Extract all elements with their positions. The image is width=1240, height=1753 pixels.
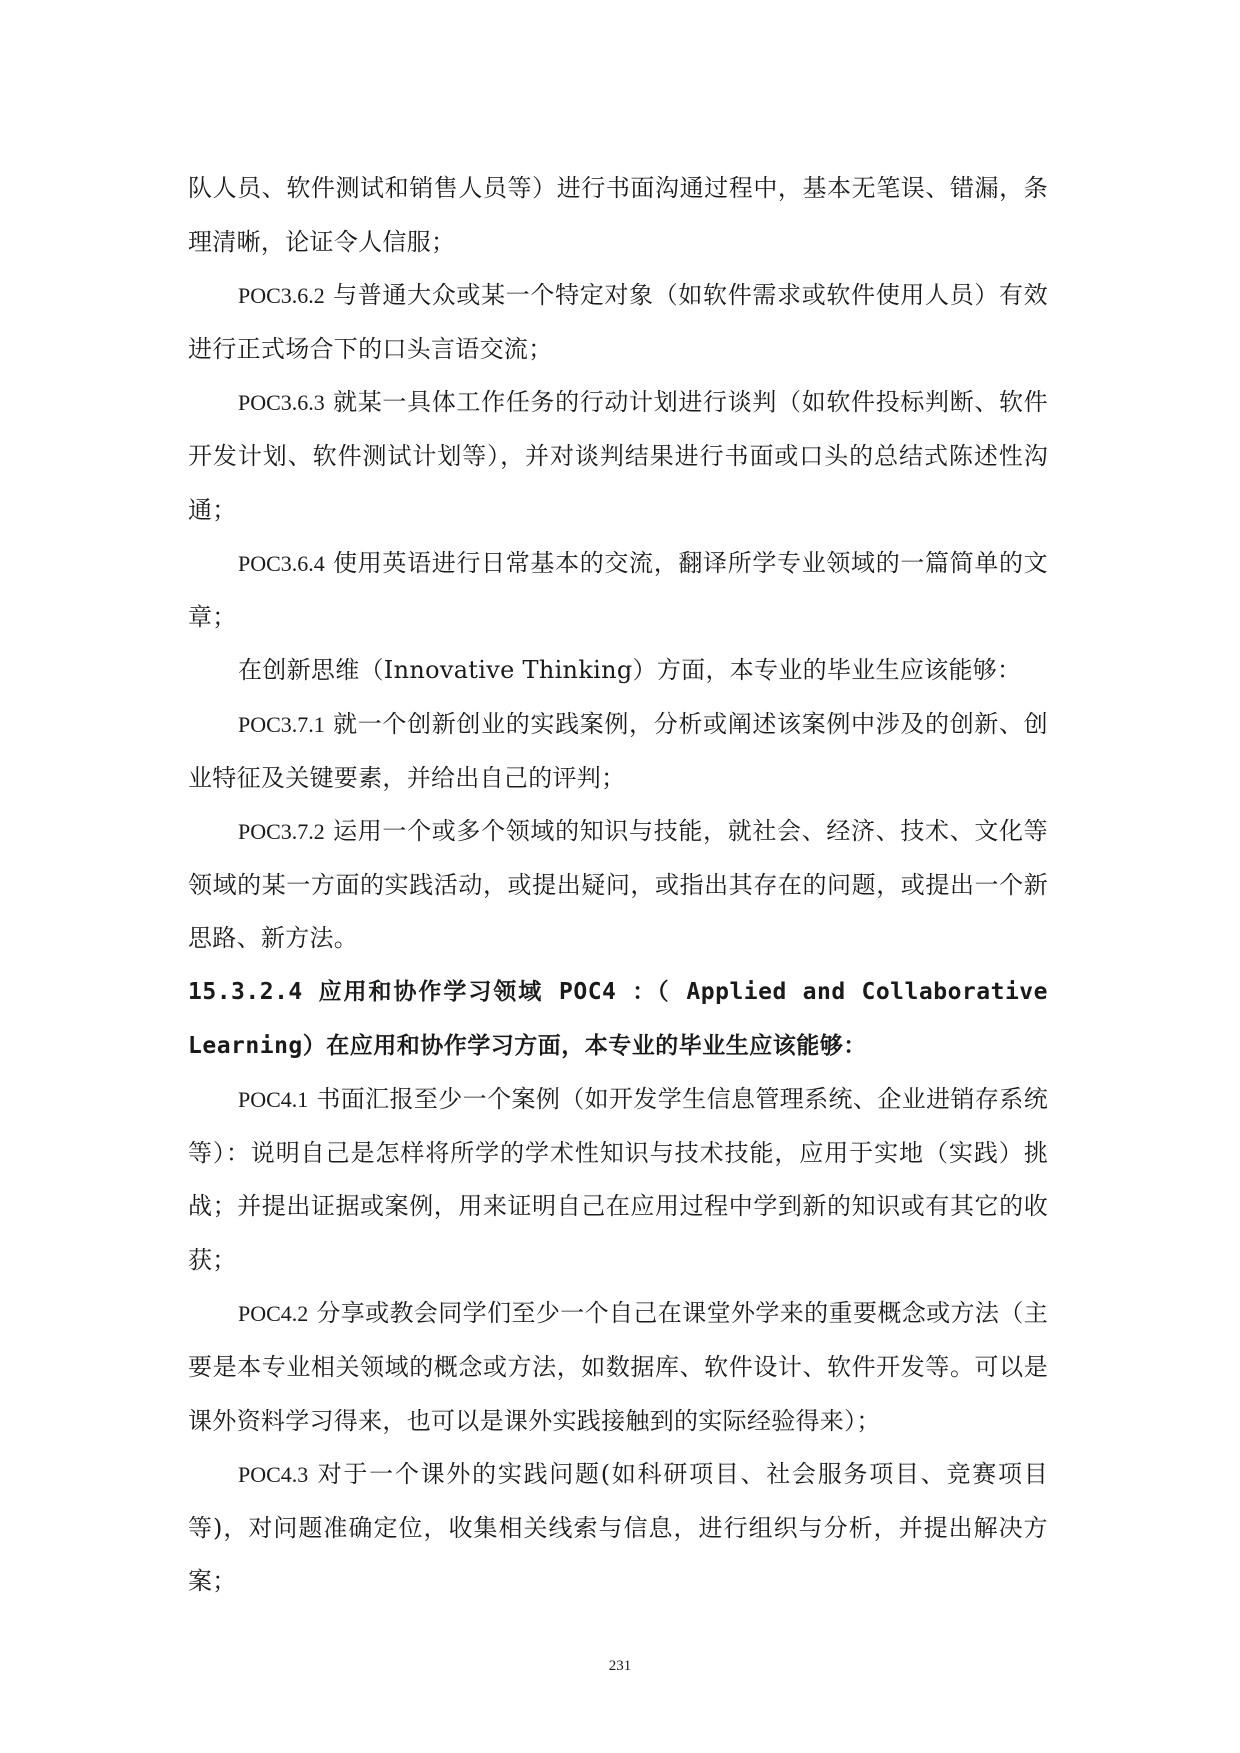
paragraph-poc3-6-3: POC3.6.3 就某一具体工作任务的行动计划进行谈判（如软件投标判断、软件开发计划、软件测试计划等），并对谈判结果进行书面或口头的总结式陈述性沟通；: [188, 388, 1048, 524]
poc-code: POC3.7.2: [238, 819, 325, 845]
section-heading-15-3-2-4: 15.3.2.4 应用和协作学习领域 POC4 ：（ Applied and Collaborative Learning）在应用和协作学习方面，本专业的毕业生应该能够：: [188, 978, 1048, 1059]
paragraph-poc4-1: POC4.1 书面汇报至少一个案例（如开发学生信息管理系统、企业进销存系统等）：说明自己是怎样将所学的学术性知识与技术技能，应用于实地（实践）挑战；并提出证据或案例，用来证明自己在应用过程中学到新的知识或有其它的收获；: [188, 1085, 1048, 1274]
paragraph-poc4-2: POC4.2 分享或教会同学们至少一个自己在课堂外学来的重要概念或方法（主要是本专业相关领域的概念或方法，如数据库、软件设计、软件开发等。可以是课外资料学习得来，也可以是课外实践接触到的实际经验得来）；: [188, 1299, 1048, 1435]
poc-code: POC3.6.4: [238, 551, 325, 577]
poc-code: POC3.6.2: [238, 283, 325, 309]
paragraph-poc3-6-4: POC3.6.4 使用英语进行日常基本的交流，翻译所学专业领域的一篇简单的文章；: [188, 549, 1048, 631]
page-number: 231: [608, 1658, 632, 1674]
poc-code: POC4.1: [238, 1087, 309, 1113]
paragraph-continuation: 队人员、软件测试和销售人员等）进行书面沟通过程中，基本无笔误、错漏，条理清晰，论证令人信服；: [188, 174, 1048, 256]
paragraph-poc3-7-1: POC3.7.1 就一个创新创业的实践案例，分析或阐述该案例中涉及的创新、创业特征及关键要素，并给出自己的评判；: [188, 709, 1048, 792]
poc-code: POC3.7.1: [238, 711, 325, 737]
poc-code: POC3.6.3: [238, 390, 325, 416]
paragraph-innovative-thinking-intro: 在创新思维（Innovative Thinking）方面，本专业的毕业生应该能够：: [238, 656, 1022, 685]
body-text: [188, 162, 1048, 1609]
poc-code: POC4.2: [238, 1301, 309, 1327]
paragraph-poc3-6-2: POC3.6.2 与普通大众或某一个特定对象（如软件需求或软件使用人员）有效进行正式场合下的口头言语交流；: [188, 281, 1048, 363]
paragraph-poc4-3: POC4.3 对于一个课外的实践问题(如科研项目、社会服务项目、竞赛项目等)，对问题准确定位，收集相关线索与信息，进行组织与分析，并提出解决方案；: [188, 1460, 1048, 1596]
paragraph-poc3-7-2: POC3.7.2 运用一个或多个领域的知识与技能，就社会、经济、技术、文化等领域的某一方面的实践活动，或提出疑问，或指出其存在的问题，或提出一个新思路、新方法。: [188, 817, 1048, 953]
poc-code: POC4.3: [238, 1462, 309, 1488]
